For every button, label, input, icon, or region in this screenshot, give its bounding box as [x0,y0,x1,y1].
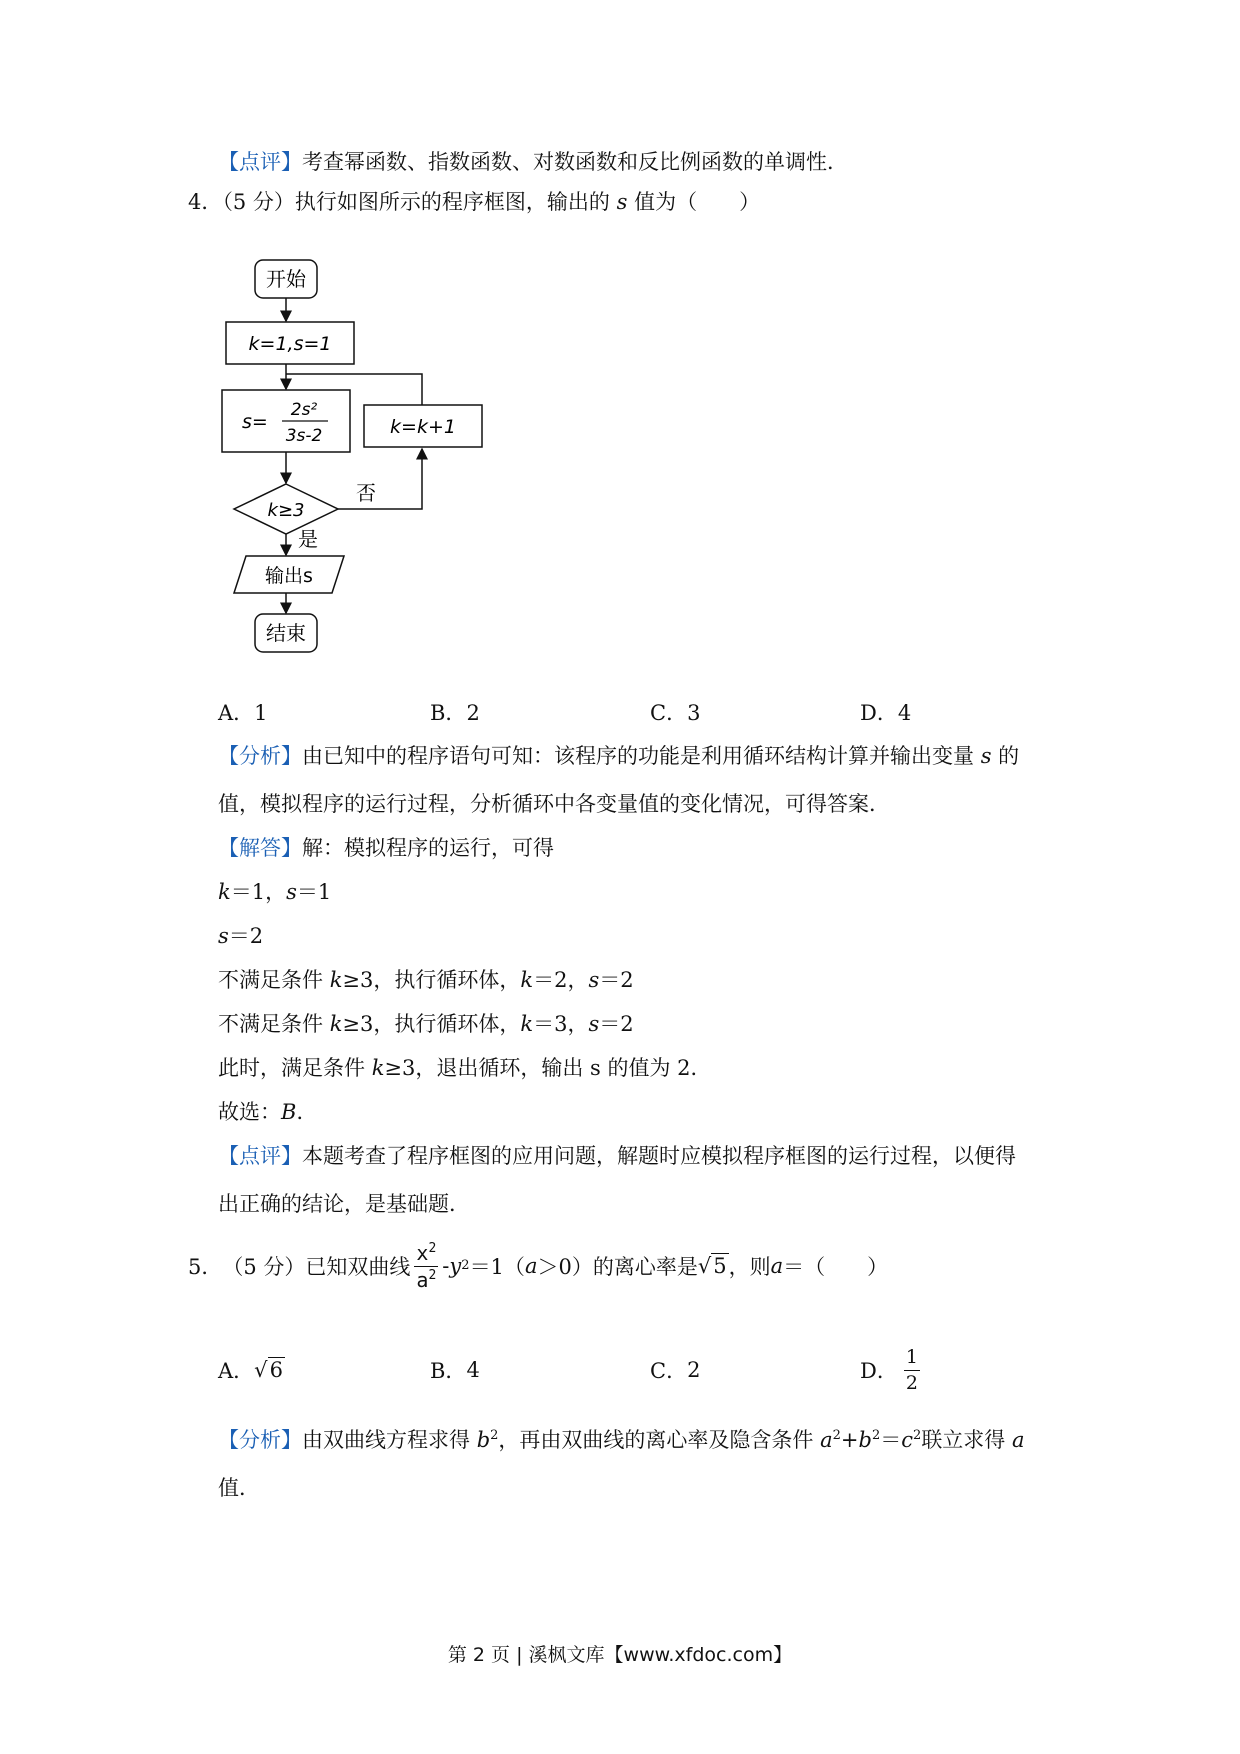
option-label: D． [860,701,898,725]
review-tag: 【点评】 [218,150,302,174]
frac-denominator: 2 [905,1371,918,1394]
option-label: A． [218,1359,255,1383]
option-label: C． [650,701,688,725]
answer-intro-text: 解：模拟程序的运行，可得 [302,836,554,860]
var-k: k [329,968,343,992]
radicand: 5 [713,1254,727,1278]
var-k: k [329,1012,343,1036]
yes-label: 是 [298,527,318,551]
answer-line-5 [218,1052,712,1082]
text: ≥3，退出循环，输出 s 的值为 2． [384,1056,712,1080]
text: 故选： [218,1100,281,1124]
text: 此时，满足条件 [218,1056,372,1080]
value: ＝3， [533,1012,589,1036]
output-label: 输出s [265,565,313,587]
option-value: 4 [897,701,912,725]
program-flowchart [220,255,490,660]
increment-label: k=k+1 [390,416,456,438]
analysis-q5-line-2: 值． [218,1476,260,1500]
text: 不满足条件 [218,968,330,992]
option-label: A． [218,701,255,725]
option-c[interactable] [650,1345,700,1395]
option-value: 4 [466,1358,480,1382]
analysis-text: 由已知中的程序语句可知：该程序的功能是利用循环结构计算并输出变量 [302,744,981,768]
option-d[interactable] [860,697,911,727]
question-points: （5 分） [222,190,295,214]
text: ． [296,1100,318,1124]
option-value: 3 [687,701,701,725]
option-b[interactable] [430,697,480,727]
start-label: 开始 [266,267,306,291]
option-a[interactable] [218,1345,285,1395]
text: ≥3，执行循环体， [342,1012,521,1036]
text: 联立求得 [921,1428,1012,1452]
option-b[interactable] [430,1345,480,1395]
text: ＝1（ [469,1255,525,1279]
var-a: a [820,1428,833,1452]
text: 不满足条件 [218,1012,330,1036]
variable-s: s [616,190,628,214]
exponent: 2 [490,1428,499,1443]
question-5-stem: 5． （5 分） 已知双曲线 $\frac{x^2}{a^2}$ - y 2 ＝1（ a ＞0）的离心率是 √5 ，则 a ＝（ ） [188,1240,889,1292]
review-tag: 【点评】 [218,1144,302,1168]
option-d[interactable] [860,1345,920,1395]
text: 由双曲线方程求得 [302,1428,477,1452]
exponent: 2 [428,1267,437,1283]
condition-label: k≥3 [267,500,305,521]
var-k: k [218,880,231,904]
answer-choice: B [281,1100,297,1124]
text: ，则 [728,1255,771,1279]
exponent: 2 [832,1428,841,1443]
review-line-prev [218,146,848,176]
analysis-line-1 [218,740,1019,770]
review-text: 本题考查了程序框图的应用问题，解题时应模拟程序框图的运行过程，以便得 [302,1144,1016,1168]
value: ＝2 [599,968,634,992]
frac-denominator: a [416,1267,429,1292]
var-a: a [1012,1428,1025,1452]
exponent: 2 [871,1428,881,1443]
exponent: 2 [428,1240,437,1256]
value: ＝2， [533,968,589,992]
option-c[interactable] [650,697,700,727]
answer-line-1 [218,876,331,906]
option-value: 2 [687,1358,701,1382]
analysis-tag: 【分析】 [218,1428,302,1452]
option-value: 1 [254,701,268,725]
text: ＞0）的离心率是 [537,1255,698,1279]
end-label: 结束 [266,621,306,645]
answer-line-6 [218,1096,317,1126]
analysis-text-end: 的 [991,744,1020,768]
page-footer: 第 2 页 | 溪枫文库【www.xfdoc.com】 [447,1644,793,1666]
plus: + [840,1428,859,1452]
option-a[interactable] [218,697,268,727]
frac-numerator: 1 [904,1348,920,1371]
value: ＝2 [228,924,264,948]
answer-line-3 [218,964,634,994]
var-s: s [218,924,229,948]
option-label: C． [650,1359,688,1383]
analysis-line-2: 值，模拟程序的运行过程，分析循环中各变量值的变化情况，可得答案． [218,792,890,816]
var-y: y [449,1254,462,1278]
no-label: 否 [356,481,376,505]
var-s: s [588,1012,600,1036]
text: ＝（ ） [783,1255,889,1279]
option-label: B． [430,701,467,725]
question-text: 执行如图所示的程序框图，输出的 [294,190,617,214]
var-a: a [770,1254,784,1278]
review-text: 考查幂函数、指数函数、对数函数和反比例函数的单调性． [302,150,848,174]
var-k: k [520,1012,534,1036]
analysis-q5-line-1 [218,1424,1025,1454]
fraction-one-half [904,1345,920,1394]
option-value: 2 [466,701,480,725]
value: ＝1 [296,880,332,904]
question-text: 已知双曲线 [305,1255,411,1279]
answer-intro [218,832,554,862]
assign-lhs: s= [242,411,268,433]
var-k: k [520,968,534,992]
value: ＝2 [599,1012,634,1036]
sqrt-5: √5 [697,1254,727,1278]
var-b: b [476,1428,491,1452]
var-a: a [524,1254,538,1278]
minus-sign: - [442,1254,450,1278]
text: ≥3，执行循环体， [342,968,521,992]
sqrt-6: √6 [254,1358,283,1382]
assign-denominator: 3s-2 [285,426,323,446]
var-c: c [901,1428,914,1452]
var-b: b [858,1428,872,1452]
question-4-stem [188,186,760,216]
fraction-x2-over-a2 [414,1240,438,1292]
analysis-tag: 【分析】 [218,744,302,768]
option-label: D． [860,1359,898,1383]
value: ＝1， [230,880,287,904]
radicand: 6 [269,1358,283,1382]
var-k: k [371,1056,385,1080]
var-s: s [286,880,297,904]
answer-line-2 [218,920,263,950]
question-points: （5 分） [222,1255,306,1279]
question-text-end: 值为（ ） [627,190,761,214]
exponent: 2 [913,1428,922,1443]
init-label: k=1,s=1 [248,333,332,355]
option-label: B． [430,1359,467,1383]
frac-numerator: x [416,1240,429,1265]
review-line-1 [218,1140,1016,1170]
var-s: s [588,968,600,992]
answer-tag: 【解答】 [218,836,302,860]
assign-numerator: 2s² [290,400,318,420]
text: ，再由双曲线的离心率及隐含条件 [498,1428,821,1452]
question-number: 5． [188,1255,223,1279]
variable-s: s [980,744,992,768]
equals: ＝ [880,1428,902,1452]
answer-line-4 [218,1008,634,1038]
review-line-2: 出正确的结论，是基础题． [218,1192,470,1216]
question-number: 4． [188,190,223,214]
